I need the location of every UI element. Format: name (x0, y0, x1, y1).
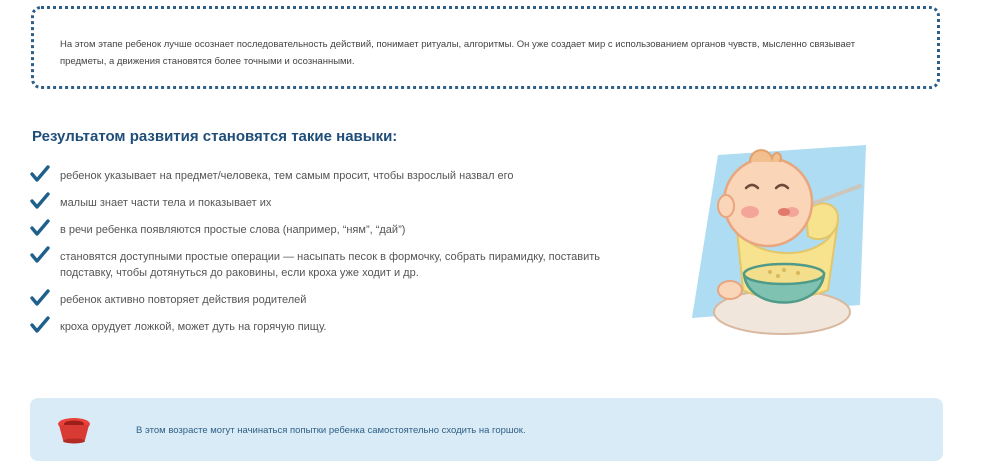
skills-list (30, 168, 650, 335)
potty-info-box (30, 398, 943, 461)
skill-item (30, 249, 650, 281)
checkmark-icon (30, 219, 50, 237)
skills-heading: Результатом развития становятся такие навыки: (32, 128, 398, 145)
intro-box (31, 6, 940, 89)
skill-item (30, 168, 650, 184)
skill-text: ребенок указывает на предмет/человека, тем самым просит, чтобы взрослый назвал его (60, 170, 514, 182)
baby-eating-illustration (688, 140, 870, 340)
skill-text: кроха орудует ложкой, может дуть на горячую пищу. (60, 321, 327, 333)
skill-text: в речи ребенка появляются простые слова (например, “ням”, “дай”) (60, 224, 406, 236)
intro-text: На этом этапе ребенок лучше осознает последовательность действий, понимает ритуалы, алгоритмы. Он уже создает мир с использованием органов чувств, мысленно связывает предметы, а движения становятся более точными и осознанными. (60, 39, 856, 67)
checkmark-icon (30, 289, 50, 307)
skill-text: ребенок активно повторяет действия родителей (60, 294, 307, 306)
skill-item (30, 292, 650, 308)
checkmark-icon (30, 192, 50, 210)
checkmark-icon (30, 165, 50, 183)
potty-icon (54, 415, 94, 445)
checkmark-icon (30, 316, 50, 334)
potty-info-text: В этом возрасте могут начинаться попытки ребенка самостоятельно сходить на горшок. (136, 425, 526, 436)
skill-item (30, 195, 650, 211)
skill-item (30, 319, 650, 335)
skill-text: малыш знает части тела и показывает их (60, 197, 272, 209)
skill-item (30, 222, 650, 238)
skill-text: становятся доступными простые операции — насыпать песок в формочку, собрать пирамидку, поставить подставку, чтобы дотянуться до раковины, если кроха уже ходит и др. (60, 251, 601, 279)
checkmark-icon (30, 246, 50, 264)
